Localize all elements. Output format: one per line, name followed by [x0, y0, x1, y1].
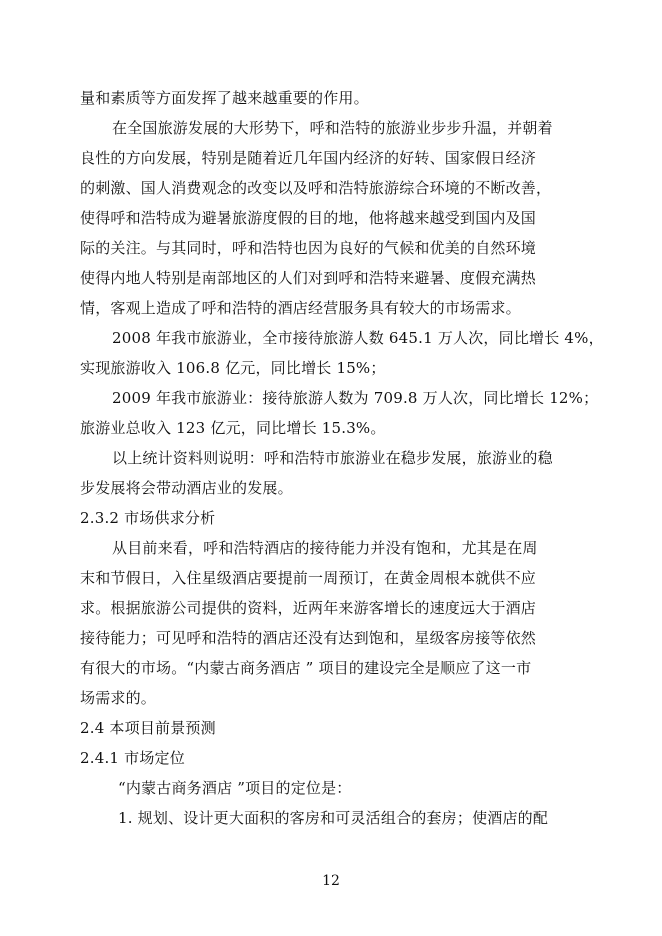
text-line-14: 步发展将会带动酒店业的发展。	[80, 479, 293, 497]
text-line-12: 旅游业总收入 123 亿元，同比增长 15.3%。	[80, 419, 386, 437]
text-line-21: 场需求的。	[80, 689, 157, 707]
text-line-10: 实现旅游收入 106.8 亿元，同比增长 15%；	[80, 359, 386, 377]
section-heading-2-3-2: 2.3.2 市场供求分析	[80, 509, 216, 527]
text-line-19: 接待能力；可见呼和浩特的酒店还没有达到饱和，星级客房接等依然	[80, 629, 537, 647]
text-line-13: 以上统计资料则说明：呼和浩特市旅游业在稳步发展，旅游业的稳	[112, 449, 553, 467]
text-line-20: 有很大的市场。“内蒙古商务酒店 ” 项目的建设完全是顺应了这一市	[80, 659, 532, 677]
text-line-8: 情，客观上造成了呼和浩特的酒店经营服务具有较大的市场需求。	[80, 299, 521, 317]
text-line-18: 求。根据旅游公司提供的资料，近两年来游客增长的速度远大于酒店	[80, 599, 537, 617]
text-line-1: 量和素质等方面发挥了越来越重要的作用。	[80, 89, 369, 107]
text-line-2: 在全国旅游发展的大形势下，呼和浩特的旅游业步步升温，并朝着	[112, 119, 553, 137]
page-number: 12	[322, 873, 340, 889]
text-line-9: 2008 年我市旅游业，全市接待旅游人数 645.1 万人次，同比增长 4%，	[112, 329, 604, 347]
text-line-25: 1. 规划、设计更大面积的客房和可灵活组合的套房；使酒店的配	[118, 809, 549, 827]
text-line-16: 从目前来看，呼和浩特酒店的接待能力并没有饱和，尤其是在周	[112, 539, 538, 557]
text-line-17: 末和节假日，入住星级酒店要提前一周预订，在黄金周根本就供不应	[80, 569, 537, 587]
section-heading-2-4-1: 2.4.1 市场定位	[80, 749, 185, 767]
section-heading-2-4: 2.4 本项目前景预测	[80, 719, 216, 737]
text-line-24: “内蒙古商务酒店 ”项目的定位是：	[118, 779, 352, 797]
text-line-3: 良性的方向发展，特别是随着近几年国内经济的好转、国家假日经济	[80, 149, 537, 167]
text-line-4: 的刺激、国人消费观念的改变以及呼和浩特旅游综合环境的不断改善，	[80, 179, 552, 197]
text-line-11: 2009 年我市旅游业：接待旅游人数为 709.8 万人次，同比增长 12%；	[112, 389, 599, 407]
text-line-6: 际的关注。与其同时，呼和浩特也因为良好的气候和优美的自然环境	[80, 239, 537, 257]
text-line-5: 使得呼和浩特成为避暑旅游度假的目的地，他将越来越受到国内及国	[80, 209, 537, 227]
text-line-7: 使得内地人特别是南部地区的人们对到呼和浩特来避暑、度假充满热	[80, 269, 537, 287]
